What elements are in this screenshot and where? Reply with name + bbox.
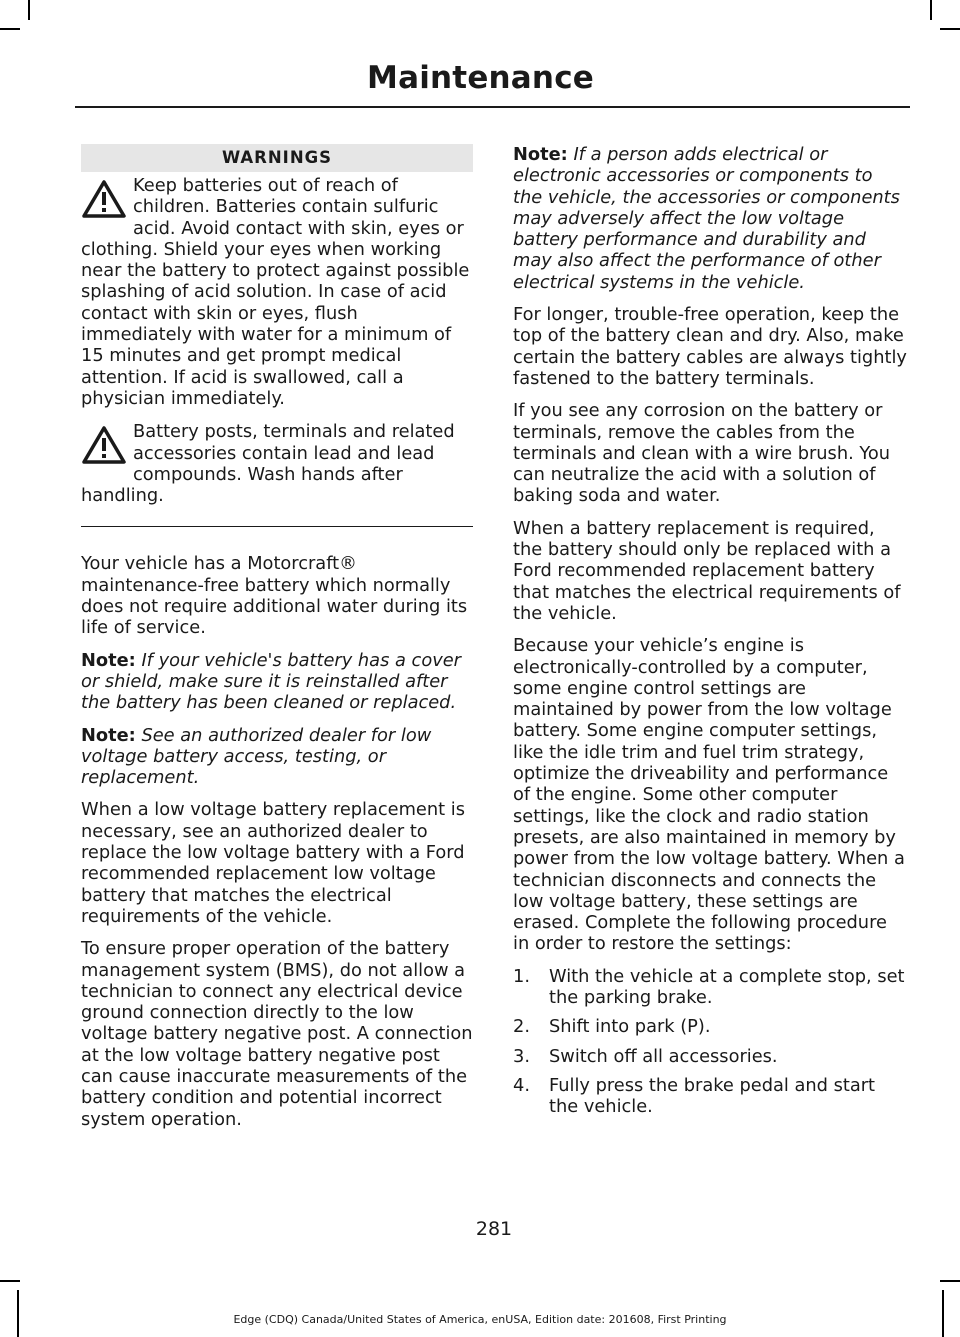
step-text: With the vehicle at a complete stop, set the parking brake. [549,965,905,1008]
step-text: Switch off all accessories. [549,1045,778,1067]
step-number: 4. [513,1074,530,1096]
warning-triangle-icon [81,179,127,219]
step-text: Fully press the brake pedal and start the vehicle. [549,1074,876,1118]
paragraph: Because your vehicle’s engine is electronically-controlled by a computer, some engine control settings are maintained by power from the low voltage battery. Some engine computer settings, like the idle trim and fuel trim strategy, optimize the driveability and performance of the engine. Some other computer settings, like the clock and radio station presets, are also maintained in memory by power from the low voltage battery. When a technician disconnects and connects the low voltage battery, these settings are erased. Complete the following procedure in order to restore the settings: [513,635,905,955]
left-column [81,144,473,1141]
page-number: 281 [475,1218,513,1240]
note [81,725,473,789]
warning-item [81,421,473,506]
step-number: 1. [513,965,530,987]
note-text: If your vehicle's battery has a cover or shield, make sure it is reinstalled after the battery has been cleaned or replaced. [81,649,461,714]
note [81,650,473,714]
footer-edition-info: Edge (CDQ) Canada/United States of America, enUSA, Edition date: 201608, First Printing [233,1313,727,1326]
note-text: If a person adds electrical or electronic accessories or components to the vehicle, the accessories or components may adversely affect the low voltage battery performance and durability and may also affect the performance of other electrical systems in the vehicle. [513,144,900,293]
list-item [513,1075,907,1118]
right-column [513,144,907,1125]
list-item [513,966,907,1009]
paragraph: For longer, trouble-free operation, keep the top of the battery clean and dry. Also, make certain the battery cables are always tightly fastened to the battery terminals. [513,304,907,389]
note-label: Note: [81,724,136,746]
paragraph: If you see any corrosion on the battery or terminals, remove the cables from the terminals and clean with a wire brush. You can neutralize the acid with a solution of baking soda and water. [513,400,891,507]
warnings-box [81,144,473,527]
note-text: See an authorized dealer for low voltage battery access, testing, or replacement. [81,724,432,789]
note [513,144,907,293]
crop-mark-bottom-left [0,1280,20,1282]
crop-mark-top-right [940,28,960,30]
step-number: 3. [513,1045,530,1067]
procedure-steps [513,966,907,1118]
list-item [513,1016,907,1037]
warning-text: Battery posts, terminals and related accessories contain lead and lead compounds. Wash hands after handling. [81,421,455,507]
step-number: 2. [513,1016,530,1038]
note-label: Note: [513,144,568,165]
paragraph: Your vehicle has a Motorcraft® maintenance-free battery which normally does not require additional water during its life of service. [81,553,468,639]
page-title: Maintenance [367,60,594,96]
note-label: Note: [81,649,136,671]
crop-mark-bottom-right [940,1280,960,1282]
list-item [513,1046,907,1067]
crop-mark-top-left [0,28,20,30]
step-text: Shift into park (P). [549,1016,711,1038]
warning-text: Keep batteries out of reach of children. Batteries contain sulfuric acid. Avoid contact with skin, eyes or clothing. Shield your eyes when working near the battery to protect against possible splashing of acid solution. In case of acid contact with skin or eyes, flush immediately with water for a minimum of 15 minutes and get prompt medical attention. If acid is swallowed, call a physician immediately. [81,175,470,409]
paragraph: When a battery replacement is required, the battery should only be replaced with a Ford recommended replacement battery that matches the electrical requirements of the vehicle. [513,517,901,624]
warning-triangle-icon [81,425,127,465]
crop-mark-top-left [28,0,30,20]
paragraph: When a low voltage battery replacement is necessary, see an authorized dealer to replace the low voltage battery with a Ford recommended replacement low voltage battery that matches the electrical requirements of the vehicle. [81,799,465,927]
crop-mark-top-right [930,0,932,20]
paragraph: To ensure proper operation of the battery management system (BMS), do not allow a technician to connect any electrical device ground connection directly to the low voltage battery negative post. A connection at the low voltage battery negative post can cause inaccurate measurements of the battery condition and potential incorrect system operation. [81,938,473,1130]
header-divider [75,106,910,108]
warnings-heading: WARNINGS [81,144,473,172]
warning-item [81,175,473,409]
